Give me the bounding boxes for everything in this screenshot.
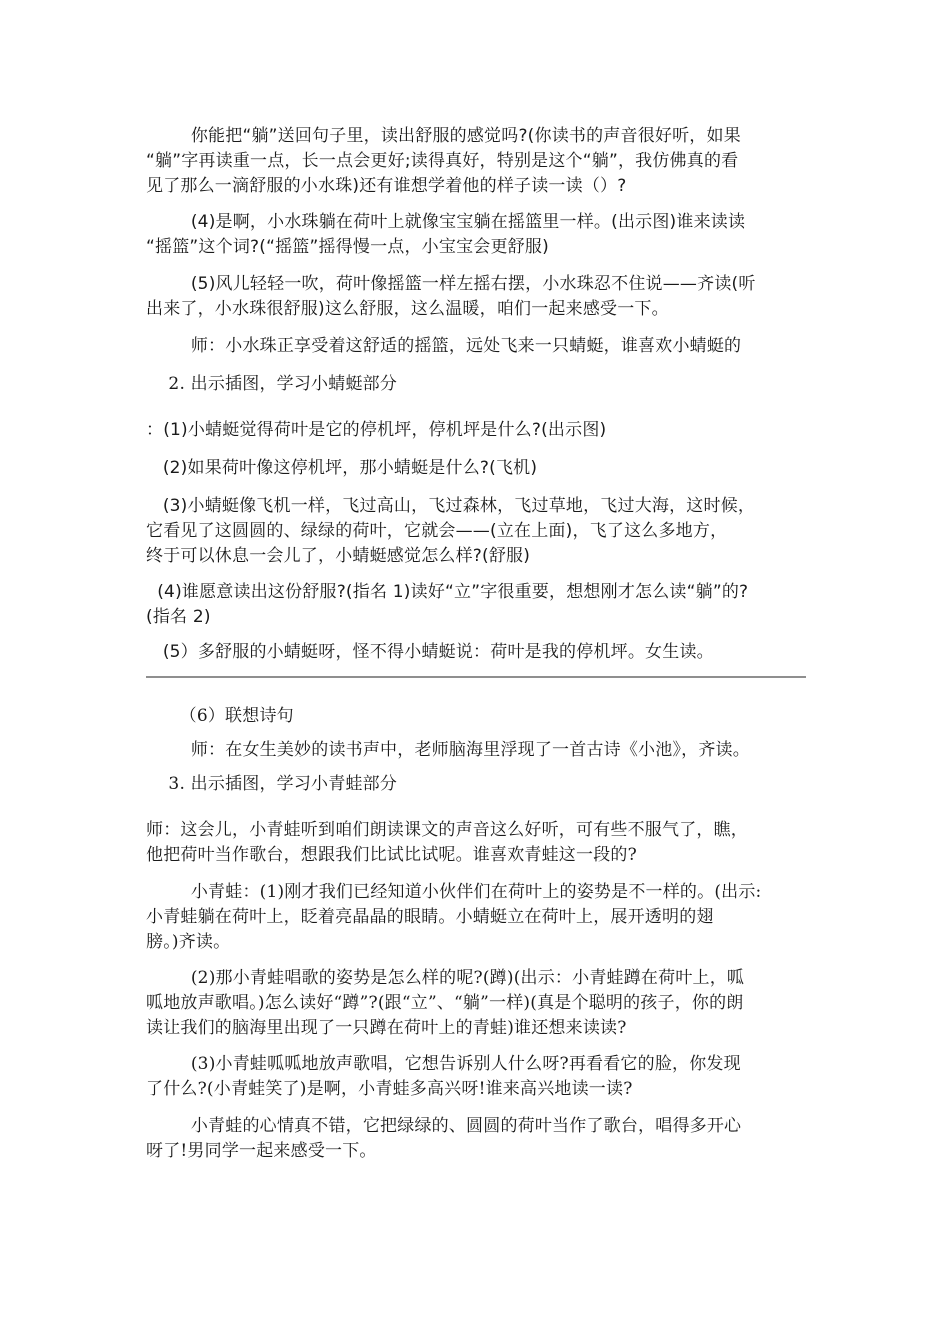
paragraph-14: 师：这会儿，小青蛙听到咱们朗读课文的声音这么好听，可有些不服气了，瞧， 他把荷叶当作歌台，想跟我们比试比试呢。谁喜欢青蛙这一段的? (146, 820, 748, 865)
paragraph-3: (5)风儿轻轻一吹，荷叶像摇篮一样左摇右摆，小水珠忍不住说——齐读(听 出来了，小水珠很舒服)这么舒服，这么温暖，咱们一起来感受一下。 (146, 274, 756, 319)
paragraph-8: (3)小蜻蜓像飞机一样，飞过高山，飞过森林，飞过草地，飞过大海，这时候， 它看见了这圆圆的、绿绿的荷叶，它就会——(立在上面)，飞了这么多地方， 终于可以休息一会儿了，小蜻蜓感觉怎么样?(舒服) (146, 496, 756, 566)
paragraph-17: (3)小青蛙呱呱地放声歌唱，它想告诉别人什么呀?再看看它的脸，你发现 了什么?(小青蛙笑了)是啊，小青蛙多高兴呀!谁来高兴地读一读? (146, 1054, 741, 1099)
paragraph-18: 小青蛙的心情真不错，它把绿绿的、圆圆的荷叶当作了歌台，唱得多开心 呀了!男同学一起来感受一下。 (146, 1116, 742, 1161)
paragraph-2: (4)是啊，小水珠躺在荷叶上就像宝宝躺在摇篮里一样。(出示图)谁来读读 “摇篮”这个词?(“摇篮”摇得慢一点，小宝宝会更舒服) (146, 212, 746, 257)
section-heading-dragonfly: 2. 出示插图，学习小蜻蜓部分 (146, 374, 398, 394)
paragraph-4: 师：小水珠正享受着这舒适的摇篮，远处飞来一只蜻蜓，谁喜欢小蜻蜓的 (146, 336, 742, 356)
section-heading-poem: （6）联想诗句 (146, 706, 294, 726)
section-heading-frog: 3. 出示插图，学习小青蛙部分 (146, 774, 398, 794)
paragraph-10: (5）多舒服的小蜻蜓呀，怪不得小蜻蜓说：荷叶是我的停机坪。女生读。 (146, 642, 714, 662)
paragraph-12: 师：在女生美妙的读书声中，老师脑海里浮现了一首古诗《小池》，齐读。 (146, 740, 750, 760)
paragraph-1: 你能把“躺”送回句子里，读出舒服的感觉吗?(你读书的声音很好听，如果 “躺”字再读重一点，长一点会更好;读得真好，特别是这个“躺”，我仿佛真的看 见了那么一滴舒服的小水珠)还有谁想学着他的样子读一读（）? (146, 126, 741, 196)
paragraph-16: (2)那小青蛙唱歌的姿势是怎么样的呢?(蹲)(出示：小青蛙蹲在荷叶上，呱 呱地放声歌唱。)怎么读好“蹲”?(跟“立”、“躺”一样)(真是个聪明的孩子，你的朗 读让我们的脑海里出现了一只蹲在荷叶上的青蛙)谁还想来读读? (146, 968, 745, 1038)
paragraph-15: 小青蛙：(1)刚才我们已经知道小伙伴们在荷叶上的姿势是不一样的。(出示: 小青蛙躺在荷叶上，眨着亮晶晶的眼睛。小蜻蜓立在荷叶上，展开透明的翅 膀。)齐读。 (146, 882, 762, 952)
paragraph-6: ：(1)小蜻蜓觉得荷叶是它的停机坪，停机坪是什么?(出示图) (146, 420, 607, 440)
paragraph-9: (4)谁愿意读出这份舒服?(指名 1)读好“立”字很重要，想想刚才怎么读“躺”的? (指名 2) (146, 582, 749, 627)
paragraph-7: (2)如果荷叶像这停机坪，那小蜻蜓是什么?(飞机) (146, 458, 538, 478)
horizontal-divider (146, 676, 806, 678)
